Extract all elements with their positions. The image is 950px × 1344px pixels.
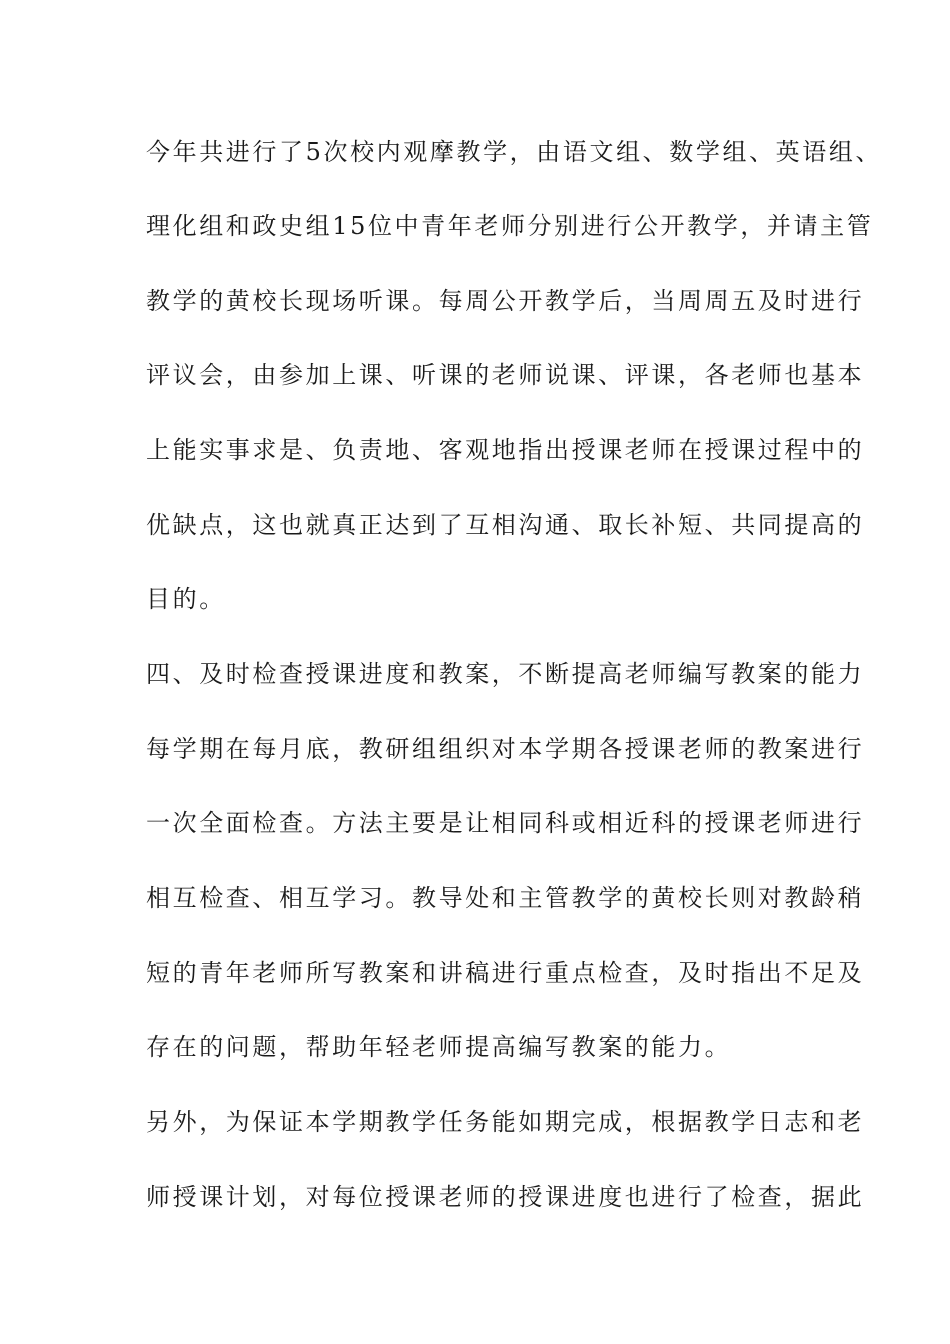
- paragraph-line: 目的。: [146, 585, 226, 613]
- paragraph-line: 相互检查、相互学习。教导处和主管教学的黄校长则对教龄稍: [146, 884, 865, 912]
- paragraph-line: 师授课计划，对每位授课老师的授课进度也进行了检查，据此: [146, 1183, 865, 1211]
- section-heading: 四、及时检查授课进度和教案，不断提高老师编写教案的能力: [146, 660, 865, 688]
- paragraph-line: 评议会，由参加上课、听课的老师说课、评课，各老师也基本: [146, 361, 865, 389]
- paragraph-line: 存在的问题，帮助年轻老师提高编写教案的能力。: [146, 1033, 732, 1061]
- paragraph-line: 优缺点，这也就真正达到了互相沟通、取长补短、共同提高的: [146, 511, 865, 539]
- paragraph-line: 今年共进行了5次校内观摩教学，由语文组、数学组、英语组、: [146, 138, 883, 166]
- paragraph-line: 另外，为保证本学期教学任务能如期完成，根据教学日志和老: [146, 1108, 865, 1136]
- paragraph-line: 教学的黄校长现场听课。每周公开教学后，当周周五及时进行: [146, 287, 865, 315]
- paragraph-line: 上能实事求是、负责地、客观地指出授课老师在授课过程中的: [146, 436, 865, 464]
- paragraph-line: 理化组和政史组15位中青年老师分别进行公开教学，并请主管: [146, 212, 874, 240]
- paragraph-line: 短的青年老师所写教案和讲稿进行重点检查，及时指出不足及: [146, 959, 865, 987]
- paragraph-line: 一次全面检查。方法主要是让相同科或相近科的授课老师进行: [146, 809, 865, 837]
- paragraph-line: 每学期在每月底，教研组组织对本学期各授课老师的教案进行: [146, 735, 865, 763]
